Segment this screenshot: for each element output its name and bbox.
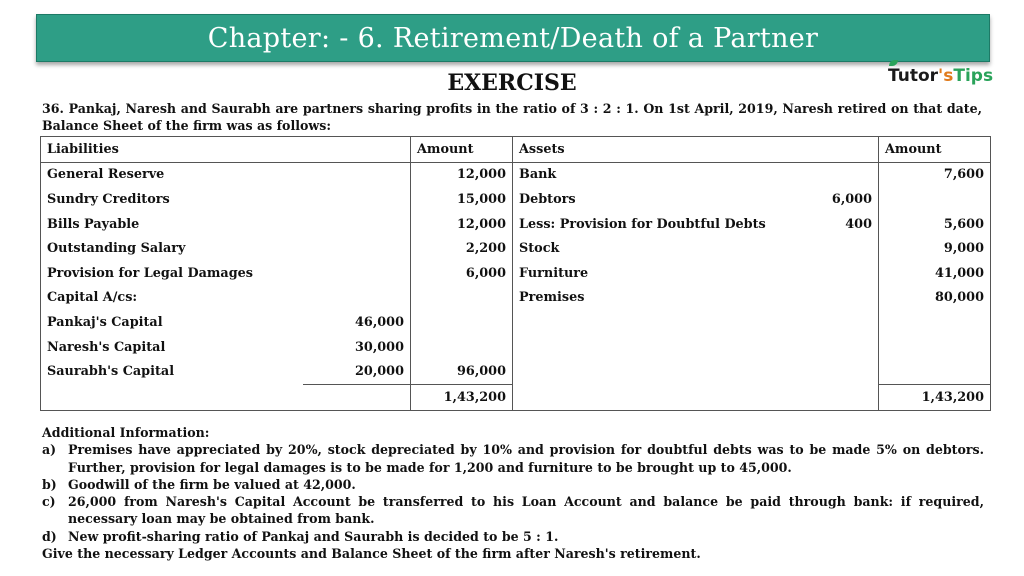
liability-amount [411,310,513,335]
liability-amount [411,286,513,311]
liability-amount [411,335,513,360]
logo-text-tips: Tips [953,66,994,86]
total-blank-left [41,384,303,410]
liability-amount: 6,000 [411,261,513,286]
asset-sub-amount: 400 [845,216,872,232]
liability-name: Sundry Creditors [41,187,303,212]
list-item-text: Premises have appreciated by 20%, stock depreciated by 10% and provision for doubtful debts was to be made 5% on debtors. Further, provision for legal damages is to be made for 1,200 and furniture to be brought up to 45,000. [68,442,984,475]
total-sub-left [303,384,411,410]
asset-amount [879,187,991,212]
list-item [42,476,984,493]
question-text [42,100,982,134]
asset-sub-amount [823,286,879,311]
table-total-row [41,384,991,410]
list-item-key: b) [42,476,57,492]
liability-name: Capital A/cs: [41,286,303,311]
table-row [41,335,991,360]
asset-name: Furniture [513,261,823,286]
liability-name: Outstanding Salary [41,236,303,261]
total-right: 1,43,200 [879,384,991,410]
list-item-text: 26,000 from Naresh's Capital Account be transferred to his Loan Account and balance be paid through bank: if required, necessary loan may be obtained from bank. [68,494,984,527]
list-item-key: a) [42,442,57,458]
liability-name: Pankaj's Capital [41,310,303,335]
asset-sub-amount [823,335,879,360]
chapter-banner [36,14,990,62]
liability-amount: 12,000 [411,162,513,187]
closing-instruction: Give the necessary Ledger Accounts and Balance Sheet of the firm after Naresh's retirement. [42,546,701,562]
asset-sub-amount [823,236,879,261]
asset-name: Premises [513,286,823,311]
list-item-key: c) [42,494,56,510]
header-amount-right: Amount [879,137,991,163]
logo-text-tutor: Tutor [888,66,939,86]
liability-name: Saurabh's Capital [41,359,303,384]
balance-sheet-table [40,136,991,411]
asset-amount [879,335,991,360]
total-blank-right [513,384,823,410]
table-row [41,212,991,237]
liability-name: Bills Payable [41,212,303,237]
table-row [41,236,991,261]
asset-sub-amount: 6,000 [831,191,872,207]
asset-name: Less: Provision for Doubtful Debts [513,212,823,237]
asset-amount [879,310,991,335]
liability-sub-amount: 46,000 [355,314,404,330]
list-item-text: Goodwill of the firm be valued at 42,000. [68,476,356,492]
asset-sub-amount [823,162,879,187]
question-line-1: 36. Pankaj, Naresh and Saurabh are partners sharing profits in the ratio of 3 : 2 : 1. On 1st April, 2019, Naresh retired on that date, [42,101,982,116]
asset-amount: 7,600 [879,162,991,187]
asset-name [513,310,823,335]
asset-sub-amount [823,310,879,335]
list-item-key: d) [42,528,57,544]
table-row [41,261,991,286]
asset-name [513,335,823,360]
total-sub-right [823,384,879,410]
chapter-title: Chapter: - 6. Retirement/Death of a Partner [207,22,819,54]
liability-sub-amount [303,261,411,286]
asset-sub-amount [823,359,879,384]
liability-sub-amount: 20,000 [355,364,404,380]
exercise-heading: EXERCISE [447,70,577,96]
asset-amount: 80,000 [879,286,991,311]
list-item-text: New profit-sharing ratio of Pankaj and Saurabh is decided to be 5 : 1. [68,528,559,544]
asset-amount: 9,000 [879,236,991,261]
asset-amount [879,359,991,384]
liability-name: Naresh's Capital [41,335,303,360]
liability-amount: 12,000 [411,212,513,237]
logo-text-apostrophe: 's [938,66,954,86]
list-item [42,528,984,545]
list-item [42,493,984,528]
header-liabilities: Liabilities [41,137,411,163]
asset-name: Stock [513,236,823,261]
tutors-tips-logo [888,66,993,86]
liability-amount: 15,000 [411,187,513,212]
list-item [42,441,984,476]
asset-amount: 41,000 [879,261,991,286]
table-row [41,359,991,384]
question-line-2: Balance Sheet of the firm was as follows: [42,118,331,133]
liability-amount: 2,200 [411,236,513,261]
table-row [41,162,991,187]
liability-name: Provision for Legal Damages [41,261,303,286]
asset-name [513,359,823,384]
liability-sub-amount [303,187,411,212]
liability-name: General Reserve [41,162,303,187]
asset-amount: 5,600 [879,212,991,237]
asset-sub-amount [823,261,879,286]
asset-name: Debtors [513,187,823,212]
table-row [41,310,991,335]
liability-sub-amount [303,286,411,311]
additional-items [42,441,984,545]
table-row [41,187,991,212]
header-assets: Assets [513,137,879,163]
liability-sub-amount [303,212,411,237]
additional-title: Additional Information: [42,425,210,440]
asset-name: Bank [513,162,823,187]
header-amount-left: Amount [411,137,513,163]
total-left: 1,43,200 [411,384,513,410]
liability-sub-amount: 30,000 [355,339,404,355]
additional-information [42,424,984,562]
table-header-row [41,137,991,163]
liability-sub-amount [303,162,411,187]
liability-amount: 96,000 [411,359,513,384]
liability-sub-amount [303,236,411,261]
balance-sheet-body [41,162,991,384]
table-row [41,286,991,311]
